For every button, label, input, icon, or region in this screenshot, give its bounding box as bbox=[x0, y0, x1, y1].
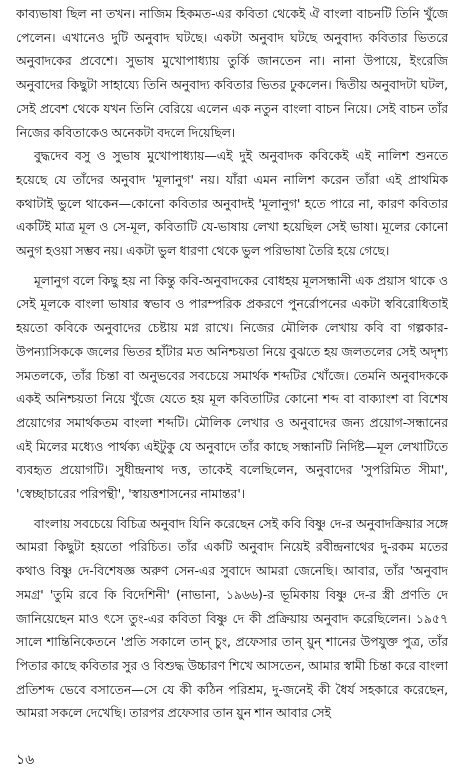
page-number: ১৬ bbox=[16, 752, 35, 768]
paragraph-3: মূলানুগ বলে কিছু হয় না কিন্তু কবি-অনুবাদকের বোধহয় মূলসন্ধানী এক প্রয়াস থাকে ও সেই মূলকে বাংলা ভাষার স্বভাব ও পারম্পরিক প্রকরণে পুনর্রোপনের একটা স্ববিরোধিতাই হয়তো কবিকে অনুবাদের চেষ্টায় মগ্ন রাখে। নিজের মৌলিক লেখায় কবি বা গল্পকার-উপন্যাসিককে জলের ভিতর হাঁটার মত অনিশ্চয়তা নিয়ে বুঝতে হয় জলতলের সেই অদৃশ্য সমতলকে, তাঁর চিন্তা বা অনুভবের সবচেয়ে সমার্থক শব্দটির খোঁজে। তেমনি অনুবাদককে একই অনিশ্চয়তা নিয়ে খুঁজে যেতে হয় মূল কবিতাটির কোনো শব্দ বা বাক্যাংশ বা বিশেষ প্রয়োগের সমার্থকতম বাংলা শব্দটি। মৌলিক লেখার ও অনুবাদের জন্য প্রয়োগ-সন্ধানের এই মিলের মধ্যেও পার্থক্য এইটুকু যে অনুবাদে তাঁর কাছে সন্ধানটি নির্দিষ্ট—মূল লেখাটিতে ব্যবহৃত প্রয়োগটি। সুধীন্দ্রনাথ দত্ত, তাকেই বলেছিলেন, অনুবাদের 'সুপরিমিত সীমা', 'স্বেচ্ছাচারের পরিপন্থী', 'স্বায়ত্তশাসনের নামান্তর'। bbox=[16, 272, 448, 502]
book-page bbox=[16, 2, 448, 781]
paragraph-4: বাংলায় সবচেয়ে বিচিত্র অনুবাদ যিনি করেছেন সেই কবি বিষ্ণু দে-র অনুবাদক্রিয়ার সঙ্গে আমরা কিছুটা হয়তো পরিচিত। তাঁর একটি অনুবাদ নিয়েই রবীন্দ্রনাথের দু-রকম মতের কথাও বিষ্ণু দে-বিশেষজ্ঞ অরুণ সেন-এর সুবাদে আমরা জেনেছি। আবার, তাঁর 'অনুবাদ সমগ্র' 'তুমি রবে কি বিদেশিনী' (নাভানা, ১৯৬৬)-র ভূমিকায় বিষ্ণু দে-র স্ত্রী প্রণতি দে জানিয়েছেন মাও ৎসে তুং-এর কবিতা বিষ্ণু দে কী প্রক্রিয়ায় অনুবাদ করেছিলেন। ১৯৫৭ সালে শান্তিনিকেতনে 'প্রতি সকালে তান্ চুং, প্রফেসার তান্ য়ুন্ শানের উপযুক্ত পুত্র, তাঁর পিতার কাছে কবিতার সুর ও বিশুদ্ধ উচ্চারণ শিখে আসতেন, আমার স্বামী চিন্তা করে বাংলা প্রতিশব্দ ভেবে বসাতেন—সে যে কী কঠিন পরিশ্রম, দু-জনেই কী ধৈর্য সহকারে করেছেন, আমরা সকলে দেখেছি। তারপর প্রফেসার তান য়ুন শান আবার সেই bbox=[16, 515, 448, 721]
paragraph-2: বুদ্ধদেব বসু ও সুভাষ মুখোপাধ্যায়—এই দুই অনুবাদক কবিকেই এই নালিশ শুনতে হয়েছে যে তাঁদের অনুবাদ 'মূলানুগ' নয়। যাঁরা এমন নালিশ করেন তাঁরা এই প্রাথমিক কথাটাই ভুলে থাকেন—কোনো কবিতার অনুবাদই 'মূলানুগ' হতে পারে না, কারণ কবিতার একটিই মাত্র মূল ও সে-মূল, কবিতাটি যে-ভাষায় লেখা হয়েছিল সেই ভাষা। মূলের কোনো অনুগ হওয়া সম্ভব নয়। একটা ভুল ধারণা থেকে ভুল পরিভাষা তৈরি হয়ে গেছে। bbox=[16, 148, 448, 259]
paragraph-1: কাব্যভাষা ছিল না তখন। নাজিম হিকমত-এর কবিতা থেকেই ঐ বাংলা বাচনটি তিনি খুঁজে পেলেন। এখানেও দুটি অনুবাদ ঘটছে। একটা অনুবাদ ঘটছে অনুবাদ্য কবিতার ভিতরে অনুবাদকের প্রবেশে। সুভাষ মুখোপাধ্যায় তুর্কি জানতেন না। নানা উপায়ে, ইংরেজি অনুবাদের কিছুটা সাহায্যে তিনি অনুবাদ্য কবিতার ভিতর ঢুকলেন। দ্বিতীয় অনুবাদটা ঘটল, সেই প্রবেশ থেকে যখন তিনি বেরিয়ে এলেন এক নতুন বাংলা বাচন নিয়ে। সেই বাচন তাঁর নিজের কবিতাকেও অনেকটা বদলে দিয়েছিল। bbox=[16, 6, 448, 140]
